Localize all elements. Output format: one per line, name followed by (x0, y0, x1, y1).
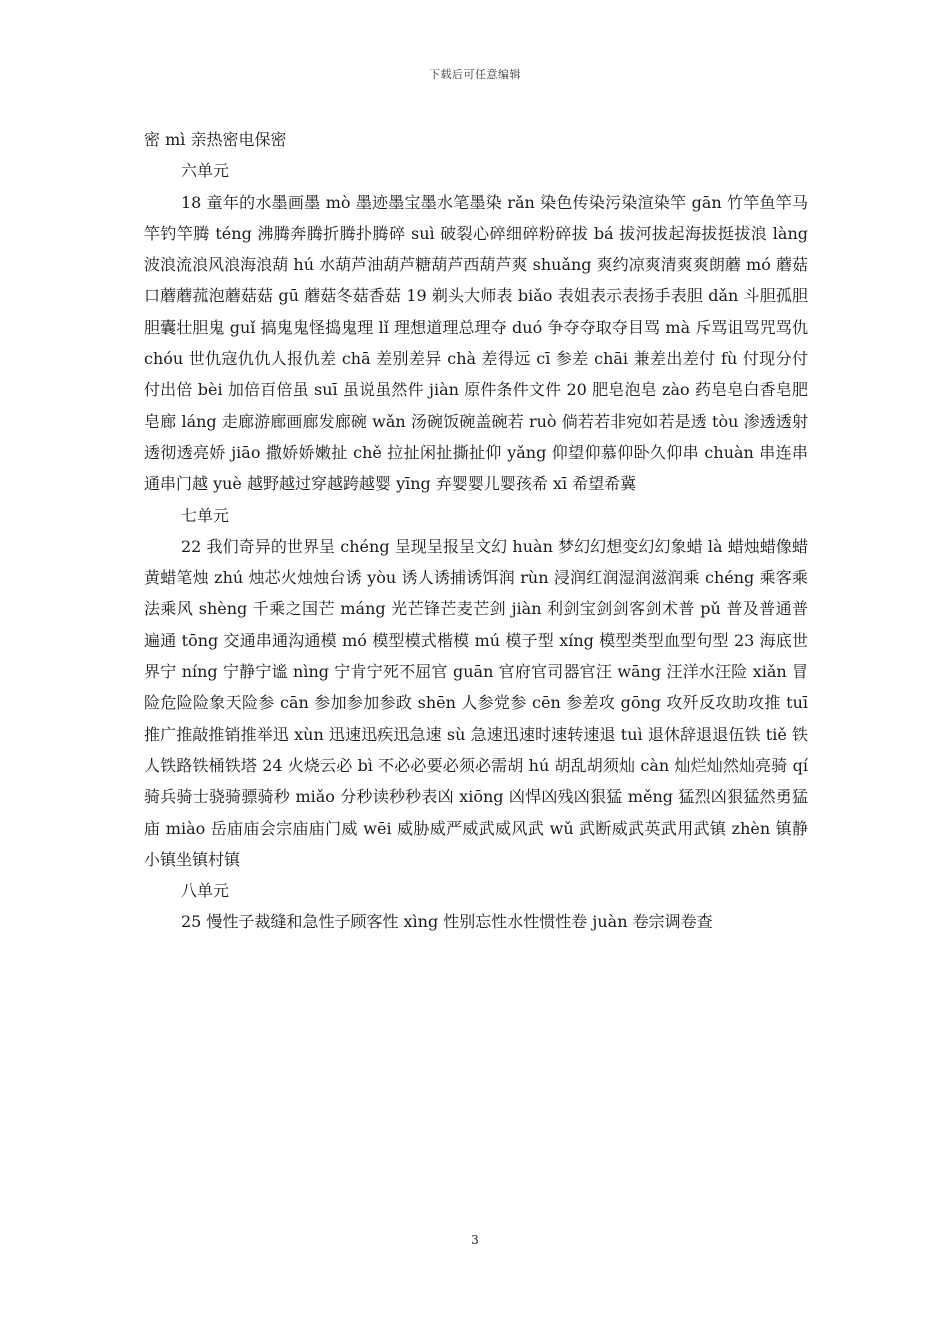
document-body (144, 124, 808, 938)
unit-7-heading: 七单元 (181, 505, 230, 525)
unit-6-paragraph: 18 童年的水墨画墨 mò 墨迹墨宝墨水笔墨染 rǎn 染色传染污染渲染竿 gān 竹竿鱼竿马竿钓竿腾 téng 沸腾奔腾折腾扑腾碎 suì 破裂心碎细碎粉碎拔 bá 拔河拔起海拔挺拔浪 làng 波浪流浪风浪海浪葫 hú 水葫芦油葫芦糖葫芦西葫芦爽 shuǎng 爽约凉爽清爽爽朗蘑 mó 蘑菇口蘑蘑菰泡蘑菇菇 gū 蘑菇冬菇香菇 19 剃头大师表 biǎo 表姐表示表扬手表胆 dǎn 斗胆孤胆胆囊壮胆鬼 guǐ 搞鬼鬼怪捣鬼理 lǐ 理想道理总理夺 duó 争夺夺取夺目骂 mà 斥骂诅骂咒骂仇 chóu 世仇寇仇仇人报仇差 chā 差别差异 chà 差得远 cī 参差 chāi 兼差出差付 fù 付现分付付出倍 bèi 加倍百倍虽 suī 虽说虽然件 jiàn 原件条件文件 20 肥皂泡皂 zào 药皂皂白香皂肥皂廊 láng 走廊游廊画廊发廊碗 wǎn 汤碗饭碗盖碗若 ruò 倘若若非宛如若是透 tòu 渗透透射透彻透亮娇 jiāo 撒娇娇嫩扯 chě 拉扯闲扯撕扯仰 yǎng 仰望仰慕仰卧久仰串 chuàn 串连串通串门越 yuè 越野越过穿越跨越婴 yīng 弃婴婴儿婴孩希 xī 希望希冀 (144, 192, 808, 494)
unit-8-paragraph: 25 慢性子裁缝和急性子顾客性 xìng 性别忘性水性惯性卷 juàn 卷宗调卷查 (181, 912, 713, 932)
page-number: 3 (471, 1233, 479, 1247)
unit-6-heading: 六单元 (181, 161, 230, 181)
unit-8-heading: 八单元 (181, 881, 230, 901)
unit-7-paragraph: 22 我们奇异的世界呈 chéng 呈现呈报呈文幻 huàn 梦幻幻想变幻幻象蜡 là 蜡烛蜡像蜡黄蜡笔烛 zhú 烛芯火烛烛台诱 yòu 诱人诱捕诱饵润 rùn 浸润红润湿润滋润乘 chéng 乘客乘法乘风 shèng 千乘之国芒 máng 光芒锋芒麦芒剑 jiàn 利剑宝剑剑客剑术普 pǔ 普及普通普遍通 tōng 交通串通沟通模 mó 模型模式楷模 mú 模子型 xíng 模型类型血型句型 23 海底世界宁 níng 宁静宁谧 nìng 宁肯宁死不屈官 guān 官府官司器官汪 wāng 汪洋水汪险 xiǎn 冒险危险险象天险参 cān 参加参加参政 shēn 人参党参 cēn 参差攻 gōng 攻歼反攻助攻推 tuī 推广推敲推销推举迅 xùn 迅速迅疾迅急速 sù 急速迅速时速转速退 tuì 退休辞退退伍铁 tiě 铁人铁路铁桶铁塔 24 火烧云必 bì 不必必要必须必需胡 hú 胡乱胡须灿 càn 灿烂灿然灿亮骑 qí 骑兵骑士骁骑骠骑秒 miǎo 分秒读秒秒表凶 xiōng 凶悍凶残凶狠猛 měng 猛烈凶狠猛然勇猛庙 miào 岳庙庙会宗庙庙门威 wēi 威胁威严威武威风武 wǔ 武断威武英武用武镇 zhèn 镇静小镇坐镇村镇 (144, 536, 808, 869)
continuation-paragraph: 密 mì 亲热密电保密 (144, 130, 287, 149)
page-header: 下载后可任意编辑 (429, 68, 521, 81)
